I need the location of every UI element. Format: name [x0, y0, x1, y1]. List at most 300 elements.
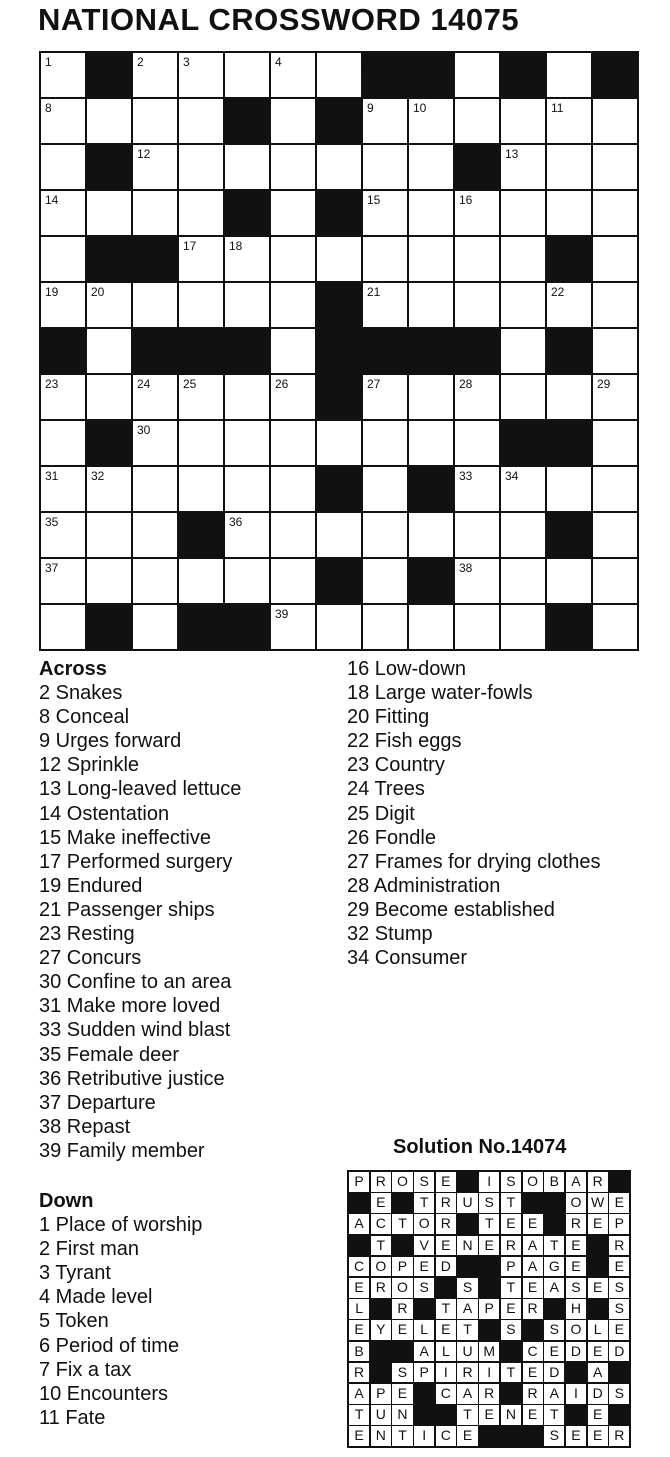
black-cell — [455, 329, 499, 373]
solution-cell: R — [523, 1299, 543, 1319]
grid-cell[interactable] — [41, 191, 85, 235]
solution-cell: S — [609, 1384, 629, 1404]
grid-cell[interactable] — [41, 99, 85, 143]
grid-cell[interactable] — [41, 513, 85, 557]
solution-black-cell — [501, 1384, 521, 1404]
solution-cell: E — [609, 1193, 629, 1213]
black-cell — [547, 513, 591, 557]
solution-cell: C — [436, 1384, 456, 1404]
clue-number: 3 — [183, 55, 190, 69]
grid-cell[interactable] — [179, 467, 223, 511]
grid-cell[interactable] — [547, 375, 591, 419]
solution-cell: S — [392, 1363, 412, 1383]
solution-cell: I — [479, 1363, 499, 1383]
clue-item: 5 Token — [39, 1310, 109, 1333]
solution-cell: P — [371, 1384, 391, 1404]
black-cell — [179, 329, 223, 373]
clue-number: 36 — [229, 515, 243, 529]
clue-item: 32 Stump — [347, 923, 433, 946]
solution-black-cell — [392, 1236, 412, 1256]
solution-cell: L — [588, 1320, 608, 1340]
grid-cell[interactable] — [41, 467, 85, 511]
grid-cell[interactable] — [271, 237, 315, 281]
solution-cell: E — [501, 1299, 521, 1319]
solution-cell: E — [523, 1405, 543, 1425]
grid-cell[interactable] — [41, 283, 85, 327]
grid-cell[interactable] — [225, 145, 269, 189]
grid-cell[interactable] — [225, 237, 269, 281]
grid-cell[interactable] — [179, 375, 223, 419]
solution-black-cell — [349, 1193, 369, 1213]
grid-cell[interactable] — [271, 53, 315, 97]
solution-black-cell — [544, 1214, 564, 1234]
grid-cell[interactable] — [547, 559, 591, 603]
down-clues-continued — [347, 657, 647, 970]
clue-number: 5 — [367, 55, 374, 69]
grid-cell[interactable] — [41, 145, 85, 189]
grid-cell[interactable] — [133, 283, 177, 327]
clue-item: 6 Period of time — [39, 1334, 180, 1357]
grid-cell[interactable] — [133, 467, 177, 511]
black-cell — [133, 237, 177, 281]
clue-number: 19 — [45, 285, 59, 299]
grid-cell[interactable] — [363, 559, 407, 603]
black-cell — [547, 421, 591, 465]
grid-cell[interactable] — [87, 467, 131, 511]
solution-cell: D — [566, 1342, 586, 1362]
clue-item: 14 Ostentation — [39, 802, 170, 825]
grid-cell[interactable] — [363, 99, 407, 143]
solution-black-cell — [544, 1193, 564, 1213]
black-cell — [41, 329, 85, 373]
black-cell — [87, 53, 131, 97]
black-cell — [225, 191, 269, 235]
grid-cell[interactable] — [133, 559, 177, 603]
clue-item: 10 Encounters — [39, 1382, 168, 1405]
grid-cell[interactable] — [41, 53, 85, 97]
grid-cell[interactable] — [133, 191, 177, 235]
grid-cell[interactable] — [87, 329, 131, 373]
solution-cell: A — [349, 1214, 369, 1234]
grid-cell[interactable] — [41, 237, 85, 281]
grid-cell[interactable] — [225, 53, 269, 97]
grid-cell[interactable] — [133, 421, 177, 465]
black-cell — [363, 329, 407, 373]
clue-item: 27 Concurs — [39, 947, 142, 970]
solution-black-cell — [544, 1299, 564, 1319]
grid-cell[interactable] — [455, 283, 499, 327]
grid-cell[interactable] — [501, 145, 545, 189]
grid-cell[interactable] — [41, 375, 85, 419]
clue-number: 25 — [183, 377, 197, 391]
grid-cell[interactable] — [501, 191, 545, 235]
grid-cell[interactable] — [501, 467, 545, 511]
solution-cell: R — [457, 1363, 477, 1383]
clue-number: 34 — [505, 469, 519, 483]
grid-cell[interactable] — [501, 283, 545, 327]
solution-cell: S — [609, 1299, 629, 1319]
solution-cell: E — [609, 1320, 629, 1340]
black-cell — [317, 99, 361, 143]
solution-cell: E — [588, 1426, 608, 1446]
grid-cell[interactable] — [225, 467, 269, 511]
grid-cell[interactable] — [547, 53, 591, 97]
grid-cell[interactable] — [179, 99, 223, 143]
grid-cell[interactable] — [179, 559, 223, 603]
solution-cell: T — [544, 1236, 564, 1256]
clue-number: 13 — [505, 147, 519, 161]
grid-cell[interactable] — [501, 99, 545, 143]
solution-black-cell — [523, 1193, 543, 1213]
grid-cell[interactable] — [271, 191, 315, 235]
grid-cell[interactable] — [179, 283, 223, 327]
solution-cell: E — [523, 1363, 543, 1383]
solution-cell: E — [479, 1405, 499, 1425]
clue-number: 24 — [137, 377, 151, 391]
clue-number: 37 — [45, 561, 59, 575]
black-cell — [179, 513, 223, 557]
solution-cell: R — [609, 1236, 629, 1256]
grid-cell[interactable] — [271, 99, 315, 143]
grid-cell[interactable] — [593, 605, 637, 649]
solution-cell: C — [523, 1342, 543, 1362]
clue-item: 20 Fitting — [347, 706, 430, 729]
solution-black-cell — [501, 1426, 521, 1446]
clue-item: 7 Fix a tax — [39, 1358, 132, 1381]
solution-cell: S — [609, 1278, 629, 1298]
clue-item: 17 Performed surgery — [39, 850, 233, 873]
solution-black-cell — [566, 1363, 586, 1383]
grid-cell[interactable] — [363, 513, 407, 557]
solution-cell: I — [414, 1426, 434, 1446]
grid-cell[interactable] — [271, 605, 315, 649]
solution-cell: O — [414, 1214, 434, 1234]
clue-item: 25 Digit — [347, 802, 415, 825]
solution-cell: T — [371, 1236, 391, 1256]
black-cell — [317, 559, 361, 603]
solution-cell: T — [479, 1214, 499, 1234]
solution-cell: L — [436, 1342, 456, 1362]
across-heading: Across — [39, 658, 107, 680]
puzzle-title: NATIONAL CROSSWORD 14075 — [38, 2, 520, 37]
grid-cell[interactable] — [133, 145, 177, 189]
solution-cell: E — [392, 1320, 412, 1340]
clue-item: 28 Administration — [347, 874, 501, 897]
solution-cell: P — [392, 1257, 412, 1277]
clue-number: 12 — [137, 147, 151, 161]
grid-cell[interactable] — [547, 145, 591, 189]
solution-cell: O — [523, 1172, 543, 1192]
solution-cell: M — [479, 1342, 499, 1362]
solution-cell: R — [588, 1172, 608, 1192]
grid-cell[interactable] — [363, 283, 407, 327]
solution-cell: S — [457, 1278, 477, 1298]
grid-cell[interactable] — [547, 191, 591, 235]
clue-number: 4 — [275, 55, 282, 69]
clue-item: 35 Female deer — [39, 1043, 180, 1066]
grid-cell[interactable] — [455, 99, 499, 143]
grid-cell[interactable] — [133, 375, 177, 419]
clue-item: 1 Place of worship — [39, 1214, 203, 1237]
solution-cell: A — [457, 1384, 477, 1404]
grid-cell[interactable] — [87, 559, 131, 603]
grid-cell[interactable] — [409, 421, 453, 465]
solution-cell: T — [392, 1214, 412, 1234]
solution-cell: C — [436, 1426, 456, 1446]
clue-number: 17 — [183, 239, 197, 253]
grid-cell[interactable] — [593, 191, 637, 235]
solution-black-cell — [566, 1405, 586, 1425]
solution-black-cell — [588, 1236, 608, 1256]
solution-cell: E — [414, 1257, 434, 1277]
solution-cell: B — [544, 1172, 564, 1192]
solution-black-cell — [436, 1278, 456, 1298]
solution-black-cell — [414, 1299, 434, 1319]
grid-cell[interactable] — [133, 53, 177, 97]
grid-cell[interactable] — [363, 605, 407, 649]
grid-cell[interactable] — [317, 53, 361, 97]
clue-number: 35 — [45, 515, 59, 529]
grid-cell[interactable] — [501, 237, 545, 281]
grid-cell[interactable] — [363, 237, 407, 281]
clue-item: 27 Frames for drying clothes — [347, 850, 601, 873]
black-cell — [363, 53, 407, 97]
grid-cell[interactable] — [593, 283, 637, 327]
grid-cell[interactable] — [501, 329, 545, 373]
grid-cell[interactable] — [133, 99, 177, 143]
grid-cell[interactable] — [409, 237, 453, 281]
grid-cell[interactable] — [271, 467, 315, 511]
grid-cell[interactable] — [409, 375, 453, 419]
grid-cell[interactable] — [271, 283, 315, 327]
solution-cell: S — [566, 1278, 586, 1298]
solution-cell: R — [609, 1426, 629, 1446]
solution-cell: G — [544, 1257, 564, 1277]
grid-cell[interactable] — [501, 513, 545, 557]
grid-cell[interactable] — [455, 53, 499, 97]
black-cell — [317, 191, 361, 235]
grid-cell[interactable] — [547, 283, 591, 327]
solution-cell: S — [544, 1426, 564, 1446]
grid-cell[interactable] — [455, 467, 499, 511]
solution-black-cell — [392, 1193, 412, 1213]
solution-cell: E — [523, 1214, 543, 1234]
solution-cell: A — [566, 1172, 586, 1192]
solution-cell: E — [588, 1405, 608, 1425]
grid-cell[interactable] — [455, 421, 499, 465]
solution-black-cell — [457, 1214, 477, 1234]
grid-cell[interactable] — [501, 605, 545, 649]
solution-cell: E — [588, 1214, 608, 1234]
grid-cell[interactable] — [455, 375, 499, 419]
grid-cell[interactable] — [87, 375, 131, 419]
grid-cell[interactable] — [547, 467, 591, 511]
grid-cell[interactable] — [501, 559, 545, 603]
solution-cell: E — [588, 1278, 608, 1298]
grid-cell[interactable] — [271, 559, 315, 603]
grid-cell[interactable] — [87, 283, 131, 327]
grid-cell[interactable] — [363, 145, 407, 189]
black-cell — [225, 329, 269, 373]
solution-cell: E — [349, 1320, 369, 1340]
black-cell — [317, 467, 361, 511]
grid-cell[interactable] — [179, 191, 223, 235]
grid-cell[interactable] — [133, 513, 177, 557]
clue-item: 12 Sprinkle — [39, 754, 140, 777]
solution-cell: T — [544, 1405, 564, 1425]
solution-cell: T — [457, 1320, 477, 1340]
solution-cell: P — [479, 1299, 499, 1319]
solution-black-cell — [609, 1405, 629, 1425]
grid-cell[interactable] — [317, 237, 361, 281]
grid-cell[interactable] — [225, 283, 269, 327]
grid-cell[interactable] — [225, 421, 269, 465]
grid-cell[interactable] — [455, 513, 499, 557]
solution-cell: U — [371, 1405, 391, 1425]
grid-cell[interactable] — [225, 559, 269, 603]
solution-black-cell — [414, 1405, 434, 1425]
grid-cell[interactable] — [225, 375, 269, 419]
grid-cell[interactable] — [87, 191, 131, 235]
grid-cell[interactable] — [593, 145, 637, 189]
solution-cell: E — [609, 1257, 629, 1277]
grid-cell[interactable] — [41, 421, 85, 465]
black-cell — [317, 329, 361, 373]
solution-cell: D — [609, 1342, 629, 1362]
black-cell — [409, 467, 453, 511]
down-heading: Down — [39, 1190, 94, 1212]
grid-cell[interactable] — [41, 559, 85, 603]
grid-cell[interactable] — [363, 421, 407, 465]
grid-cell[interactable] — [409, 513, 453, 557]
solution-cell: U — [457, 1193, 477, 1213]
solution-cell: S — [501, 1172, 521, 1192]
grid-cell[interactable] — [317, 605, 361, 649]
grid-cell[interactable] — [363, 467, 407, 511]
clue-item: 21 Passenger ships — [39, 898, 215, 921]
clue-number: 14 — [45, 193, 59, 207]
grid-cell[interactable] — [133, 605, 177, 649]
clue-number: 30 — [137, 423, 151, 437]
solution-cell: T — [457, 1405, 477, 1425]
solution-cell: E — [349, 1426, 369, 1446]
grid-cell[interactable] — [317, 145, 361, 189]
grid-cell[interactable] — [225, 513, 269, 557]
solution-cell: I — [566, 1384, 586, 1404]
grid-cell[interactable] — [593, 513, 637, 557]
black-cell — [87, 605, 131, 649]
grid-cell[interactable] — [179, 53, 223, 97]
solution-cell: N — [392, 1405, 412, 1425]
clue-number: 11 — [551, 101, 564, 115]
solution-black-cell — [371, 1363, 391, 1383]
grid-cell[interactable] — [455, 237, 499, 281]
solution-cell: A — [544, 1384, 564, 1404]
grid-cell[interactable] — [409, 605, 453, 649]
solution-cell: P — [609, 1214, 629, 1234]
grid-cell[interactable] — [593, 237, 637, 281]
solution-cell: O — [392, 1172, 412, 1192]
grid-cell[interactable] — [593, 99, 637, 143]
grid-cell[interactable] — [271, 513, 315, 557]
solution-cell: R — [523, 1384, 543, 1404]
solution-title: Solution No.14074 — [393, 1136, 567, 1158]
grid-cell[interactable] — [409, 191, 453, 235]
clue-item: 3 Tyrant — [39, 1262, 111, 1285]
clue-item: 13 Long-leaved lettuce — [39, 778, 242, 801]
solution-cell: R — [371, 1172, 391, 1192]
grid-cell[interactable] — [179, 145, 223, 189]
clue-item: 15 Make ineffective — [39, 826, 211, 849]
grid-cell[interactable] — [593, 467, 637, 511]
black-cell — [409, 53, 453, 97]
solution-cell: D — [544, 1363, 564, 1383]
solution-cell: A — [588, 1363, 608, 1383]
solution-black-cell — [479, 1257, 499, 1277]
clue-item: 38 Repast — [39, 1115, 131, 1138]
clue-number: 10 — [413, 101, 427, 115]
grid-cell[interactable] — [409, 145, 453, 189]
grid-cell[interactable] — [271, 145, 315, 189]
solution-black-cell — [479, 1320, 499, 1340]
black-cell — [225, 99, 269, 143]
grid-cell[interactable] — [593, 559, 637, 603]
solution-black-cell — [371, 1342, 391, 1362]
grid-cell[interactable] — [271, 329, 315, 373]
grid-cell[interactable] — [271, 421, 315, 465]
solution-black-cell — [371, 1299, 391, 1319]
solution-cell: L — [414, 1320, 434, 1340]
solution-cell: D — [588, 1384, 608, 1404]
grid-cell[interactable] — [363, 375, 407, 419]
grid-cell[interactable] — [593, 329, 637, 373]
grid-cell[interactable] — [87, 99, 131, 143]
grid-cell[interactable] — [363, 191, 407, 235]
black-cell — [593, 53, 637, 97]
grid-cell[interactable] — [455, 605, 499, 649]
grid-cell[interactable] — [455, 191, 499, 235]
grid-cell[interactable] — [409, 99, 453, 143]
grid-cell[interactable] — [593, 375, 637, 419]
solution-black-cell — [457, 1172, 477, 1192]
grid-cell[interactable] — [179, 237, 223, 281]
clue-item: 8 Conceal — [39, 706, 130, 729]
grid-cell[interactable] — [593, 421, 637, 465]
solution-cell: R — [436, 1214, 456, 1234]
grid-cell[interactable] — [317, 421, 361, 465]
solution-cell: A — [523, 1236, 543, 1256]
solution-cell: E — [436, 1172, 456, 1192]
grid-cell[interactable] — [87, 513, 131, 557]
solution-cell: S — [501, 1320, 521, 1340]
grid-cell[interactable] — [179, 421, 223, 465]
grid-cell[interactable] — [455, 559, 499, 603]
grid-cell[interactable] — [547, 99, 591, 143]
clue-number: 9 — [367, 101, 374, 115]
grid-cell[interactable] — [317, 513, 361, 557]
solution-cell: E — [457, 1426, 477, 1446]
grid-cell[interactable] — [501, 375, 545, 419]
clue-item: 9 Urges forward — [39, 730, 182, 753]
solution-cell: Y — [371, 1320, 391, 1340]
grid-cell[interactable] — [41, 605, 85, 649]
grid-cell[interactable] — [271, 375, 315, 419]
grid-cell[interactable] — [409, 283, 453, 327]
clue-item: 2 Snakes — [39, 682, 123, 705]
clue-number: 21 — [367, 285, 381, 299]
solution-cell: R — [349, 1363, 369, 1383]
solution-cell: E — [523, 1278, 543, 1298]
